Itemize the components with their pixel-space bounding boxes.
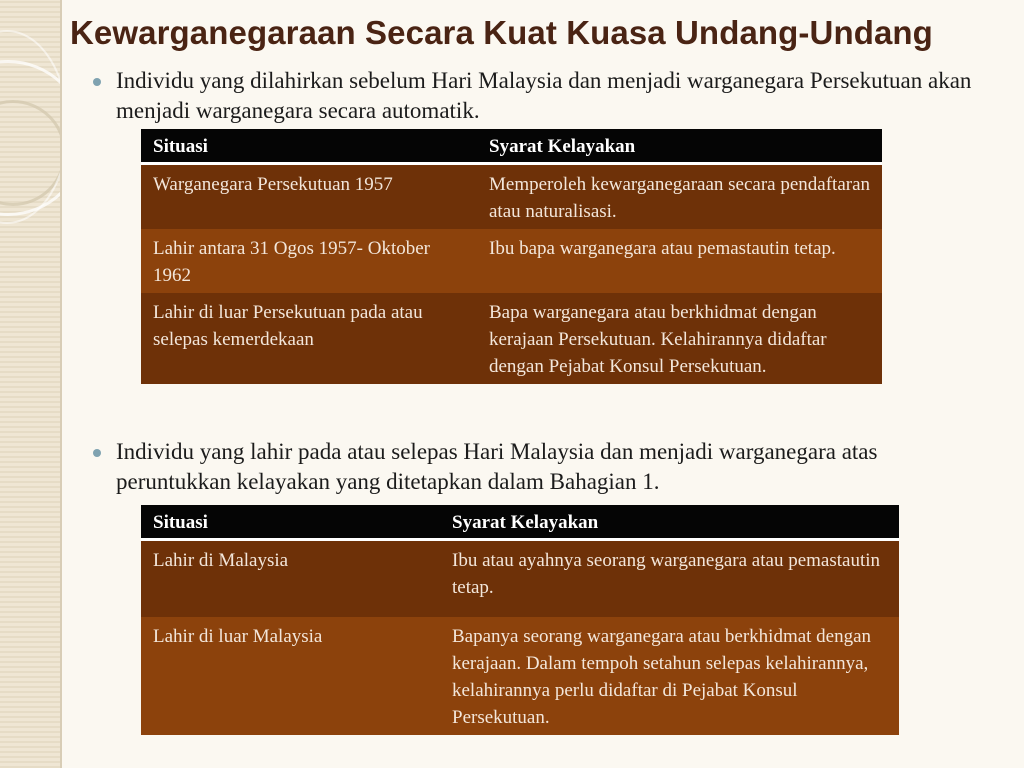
bullet-text: Individu yang lahir pada atau selepas Hari Malaysia dan menjadi warganegara atas peruntukkan kelayakan yang ditetapkan dalam Bahagian 1.	[116, 439, 878, 494]
table-row	[141, 540, 899, 618]
bullet-point-1	[116, 66, 976, 126]
table-before-malaysia-day	[141, 129, 882, 384]
situation-cell: Warganegara Persekutuan 1957	[141, 164, 477, 230]
situation-cell: Lahir di luar Malaysia	[141, 617, 440, 735]
bullet-icon	[93, 78, 101, 86]
table-header-row	[141, 129, 882, 164]
situation-cell: Lahir di luar Persekutuan pada atau selepas kemerdekaan	[141, 293, 477, 384]
requirement-cell: Bapanya seorang warganegara atau berkhidmat dengan kerajaan. Dalam tempoh setahun selepas kelahirannya, kelahirannya perlu didaftar di Pejabat Konsul Persekutuan.	[440, 617, 899, 735]
bullet-text: Individu yang dilahirkan sebelum Hari Malaysia dan menjadi warganegara Persekutuan akan menjadi warganegara secara automatik.	[116, 68, 972, 123]
table-row	[141, 229, 882, 293]
requirement-cell: Bapa warganegara atau berkhidmat dengan kerajaan Persekutuan. Kelahirannya didaftar dengan Pejabat Konsul Persekutuan.	[477, 293, 882, 384]
table-row	[141, 293, 882, 384]
table-row	[141, 164, 882, 230]
header-syarat-kelayakan: Syarat Kelayakan	[440, 505, 899, 540]
table-row	[141, 617, 899, 735]
situation-cell: Lahir di Malaysia	[141, 540, 440, 618]
situation-cell: Lahir antara 31 Ogos 1957- Oktober 1962	[141, 229, 477, 293]
header-syarat-kelayakan: Syarat Kelayakan	[477, 129, 882, 164]
requirement-cell: Memperoleh kewarganegaraan secara pendaftaran atau naturalisasi.	[477, 164, 882, 230]
table-header-row	[141, 505, 899, 540]
requirement-cell: Ibu atau ayahnya seorang warganegara atau pemastautin tetap.	[440, 540, 899, 618]
slide-title: Kewarganegaraan Secara Kuat Kuasa Undang-Undang	[70, 14, 933, 51]
header-situasi: Situasi	[141, 129, 477, 164]
decorative-stripe	[0, 0, 62, 768]
header-situasi: Situasi	[141, 505, 440, 540]
decorative-divider	[60, 0, 62, 768]
requirement-cell: Ibu bapa warganegara atau pemastautin tetap.	[477, 229, 882, 293]
table-after-malaysia-day	[141, 505, 899, 735]
bullet-point-2	[116, 437, 996, 497]
bullet-icon	[93, 449, 101, 457]
